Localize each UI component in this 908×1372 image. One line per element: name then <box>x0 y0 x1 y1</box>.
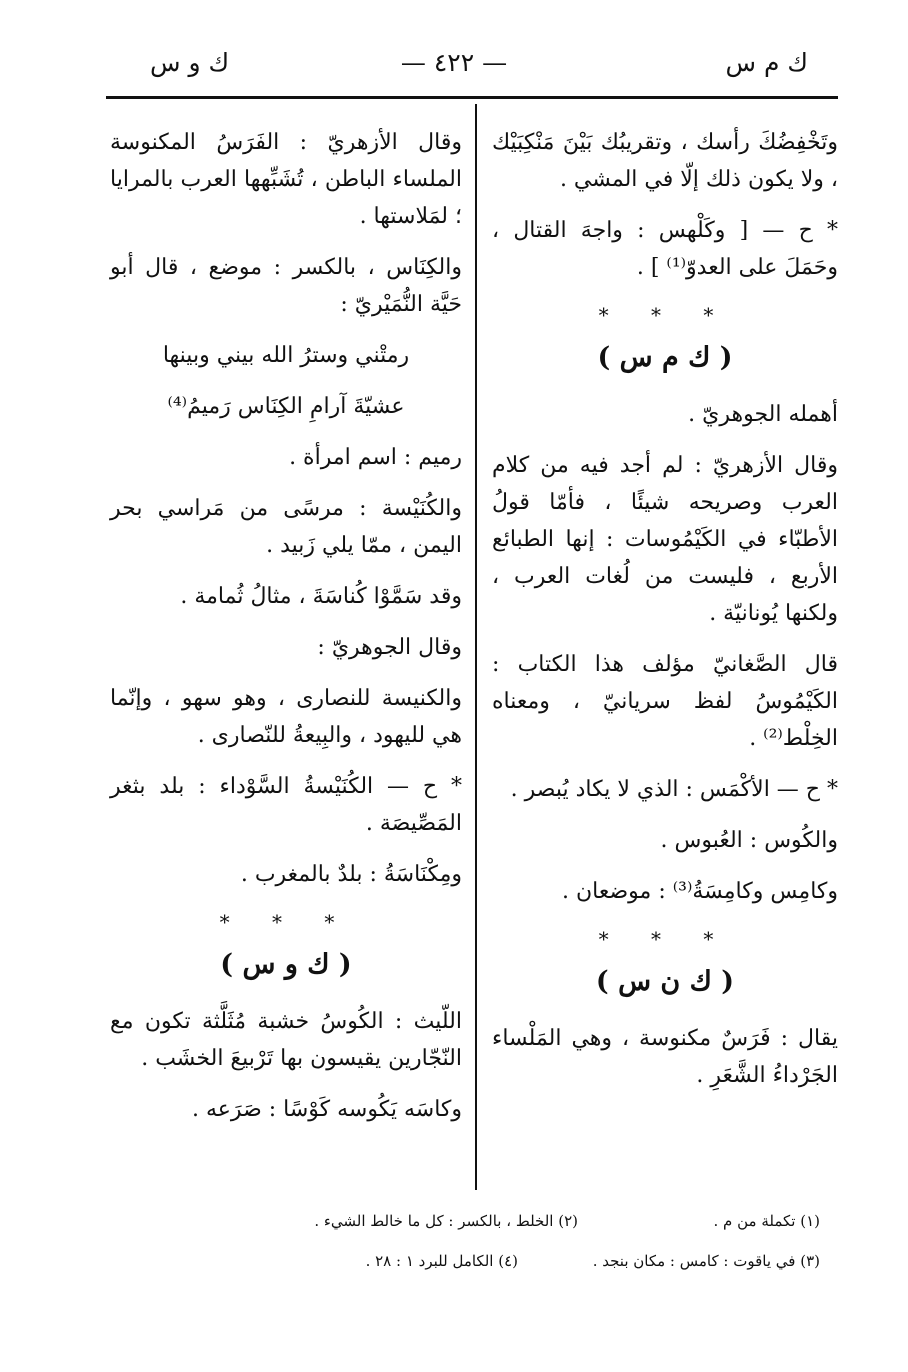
paragraph: وقال الأزهريّ : لم أجد فيه من كلام العرب وصريحه شيئًا ، فأمّا قولُ الأطبّاء في الكَيْمُوسات : إنها الطبائع الأربع ، فليست من لُغات العرب ، ولكنها يُونانيّة . <box>492 453 838 626</box>
header-rule <box>106 96 838 99</box>
paragraph: قال الصَّغانيّ مؤلف هذا الكتاب : الكَيْمُوسُ لفظ سريانيّ ، ومعناه الخِلْط⁽²⁾ . <box>492 652 838 751</box>
paragraph: وتَخْفِضُكَ رأسك ، وتقريبُك بَيْنَ مَنْكِبَيْك ، ولا يكون ذلك إلّا في المشي . <box>492 130 838 192</box>
footnote: (٣) في ياقوت : كامس : مكان بنجد . <box>592 1252 820 1270</box>
page-number: — ٤٢٢ — <box>400 48 508 77</box>
running-head-right: ك م س <box>725 48 808 77</box>
section-separator: * * * <box>219 910 353 934</box>
left-column <box>110 124 462 1142</box>
paragraph: وقال الجوهريّ : <box>317 635 462 660</box>
paragraph: رميم : اسم امرأة . <box>289 445 462 470</box>
entry-heading: ( ك م س ) <box>597 342 733 373</box>
footnote: (٢) الخلط ، بالكسر : كل ما خالط الشيء . <box>314 1212 578 1230</box>
paragraph: * ح — الأكْمَس : الذي لا يكاد يُبصر . <box>510 777 838 802</box>
paragraph: والكُوس : العُبوس . <box>660 828 838 853</box>
verse-line: عشيّةَ آرامِ الكِنَاس رَميمُ⁽⁴⁾ <box>167 394 405 419</box>
footnote: (١) تكملة من م . <box>713 1212 820 1230</box>
paragraph: وكاسَه يَكُوسه كَوْسًا : صَرَعه . <box>192 1097 462 1122</box>
running-head-left: ك و س <box>150 48 230 77</box>
paragraph: وكامِس وكامِسَةُ⁽³⁾ : موضعان . <box>562 879 838 904</box>
paragraph: ومِكْنَاسَةُ : بلدٌ بالمغرب . <box>240 862 462 887</box>
section-separator: * * * <box>598 303 732 327</box>
right-column <box>492 124 838 1108</box>
paragraph: والكنيسة للنصارى ، وهو سهو ، وإنّما هي لليهود ، والبِيعةُ للنّصارى . <box>110 686 462 748</box>
paragraph: يقال : فَرَسٌ مكنوسة ، وهي المَلْساء الجَرْداءُ الشَّعَرِ . <box>492 1026 838 1088</box>
entry-heading: ( ك و س ) <box>220 949 352 980</box>
paragraph: أهمله الجوهريّ . <box>688 402 838 427</box>
paragraph: والكِنَاس ، بالكسر : موضع ، قال أبو حَيَّة النُّمَيْريّ : <box>110 255 462 317</box>
paragraph: والكُنَيْسة : مرسًى من مَراسي بحر اليمن ، ممّا يلي زَبيد . <box>110 496 462 558</box>
column-divider <box>475 104 477 1190</box>
verse-line: رمتْني وسترُ الله بيني وبينها <box>162 343 410 368</box>
section-separator: * * * <box>598 927 732 951</box>
paragraph: اللّيث : الكُوسُ خشبة مُثَلَّثة تكون مع النّجّارين يقيسون بها تَرْبيعَ الخشَب . <box>110 1009 462 1071</box>
paragraph: * ح — [ وكَلْهس : واجهَ القتال ، وحَمَلَ على العدوّ⁽¹⁾ ] . <box>492 218 838 280</box>
entry-heading: ( ك ن س ) <box>595 966 735 997</box>
paragraph: وقال الأزهريّ : الفَرَسُ المكنوسة الملساء الباطن ، تُشَبِّهها العرب بالمرايا ؛ لمَلاستها . <box>110 130 462 229</box>
paragraph: وقد سَمَّوْا كُناسَةَ ، مثالُ ثُمامة . <box>180 584 462 609</box>
footnote: (٤) الكامل للبرد ١ : ٢٨ . <box>365 1252 518 1270</box>
paragraph: * ح — الكُنَيْسةُ السَّوْداء : بلد بثغر المَصِّيصَة . <box>110 774 462 836</box>
